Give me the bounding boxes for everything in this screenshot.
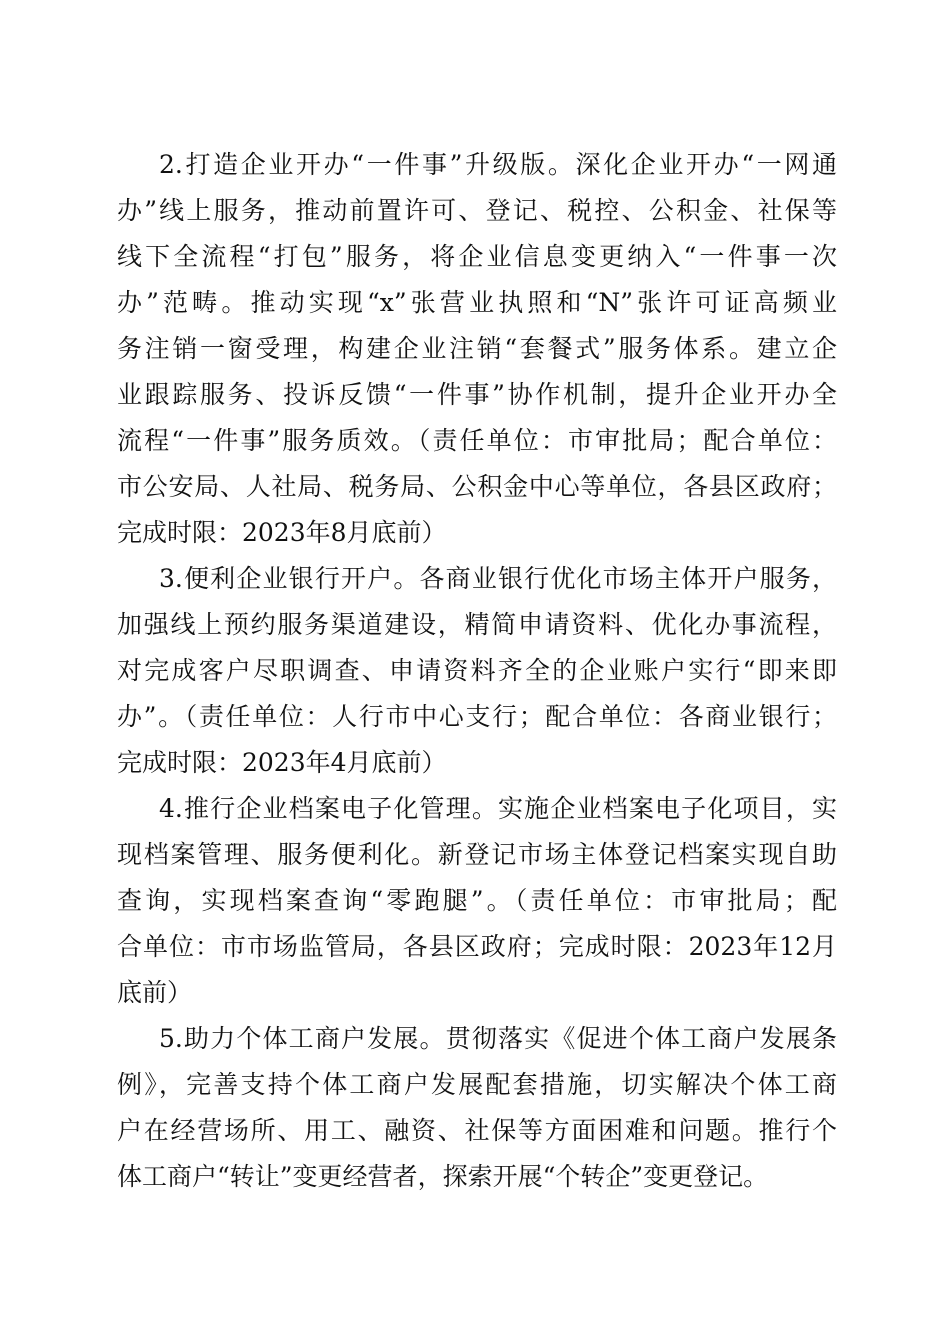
document-body	[117, 142, 837, 1200]
paragraph-line: 办”范畴。推动实现“x”张营业执照和“N”张许可证高频业	[117, 288, 837, 317]
paragraph-line: 例》，完善支持个体工商户发展配套措施，切实解决个体工商	[117, 1070, 837, 1099]
paragraph-line: 5.助力个体工商户发展。贯彻落实《促进个体工商户发展条	[159, 1024, 837, 1053]
paragraph-line: 现档案管理、服务便利化。新登记市场主体登记档案实现自助	[117, 840, 837, 869]
paragraph-line: 体工商户“转让”变更经营者，探索开展“个转企”变更登记。	[117, 1162, 769, 1191]
paragraph-line: 户在经营场所、用工、融资、社保等方面困难和问题。推行个	[117, 1116, 837, 1145]
paragraph-bank-account	[117, 556, 837, 786]
paragraph-line: 3.便利企业银行开户。各商业银行优化市场主体开户服务，	[159, 564, 837, 593]
paragraph-line: 办”。（责任单位：人行市中心支行；配合单位：各商业银行；	[117, 702, 837, 731]
paragraph-line: 办”线上服务，推动前置许可、登记、税控、公积金、社保等	[117, 196, 837, 225]
paragraph-electronic-archives	[117, 786, 837, 1016]
paragraph-line: 业跟踪服务、投诉反馈“一件事”协作机制，提升企业开办全	[117, 380, 837, 409]
paragraph-line: 4.推行企业档案电子化管理。实施企业档案电子化项目，实	[159, 794, 837, 823]
paragraph-line: 完成时限：2023年4月底前）	[117, 748, 447, 777]
paragraph-line: 务注销一窗受理，构建企业注销“套餐式”服务体系。建立企	[117, 334, 837, 363]
paragraph-line: 市公安局、人社局、税务局、公积金中心等单位，各县区政府；	[117, 472, 837, 501]
paragraph-line: 线下全流程“打包”服务，将企业信息变更纳入“一件事一次	[117, 242, 837, 271]
paragraph-individual-business	[117, 1016, 837, 1200]
paragraph-line: 合单位：市市场监管局，各县区政府；完成时限：2023年12月	[117, 932, 837, 961]
paragraph-enterprise-opening	[117, 142, 837, 556]
paragraph-line: 查询，实现档案查询“零跑腿”。（责任单位：市审批局；配	[117, 886, 837, 915]
paragraph-line: 加强线上预约服务渠道建设，精简申请资料、优化办事流程，	[117, 610, 837, 639]
paragraph-line: 流程“一件事”服务质效。（责任单位：市审批局；配合单位：	[117, 426, 837, 455]
paragraph-line: 完成时限：2023年8月底前）	[117, 518, 447, 547]
paragraph-line: 底前）	[117, 978, 193, 1007]
paragraph-line: 对完成客户尽职调查、申请资料齐全的企业账户实行“即来即	[117, 656, 837, 685]
paragraph-line: 2.打造企业开办“一件事”升级版。深化企业开办“一网通	[159, 150, 837, 179]
